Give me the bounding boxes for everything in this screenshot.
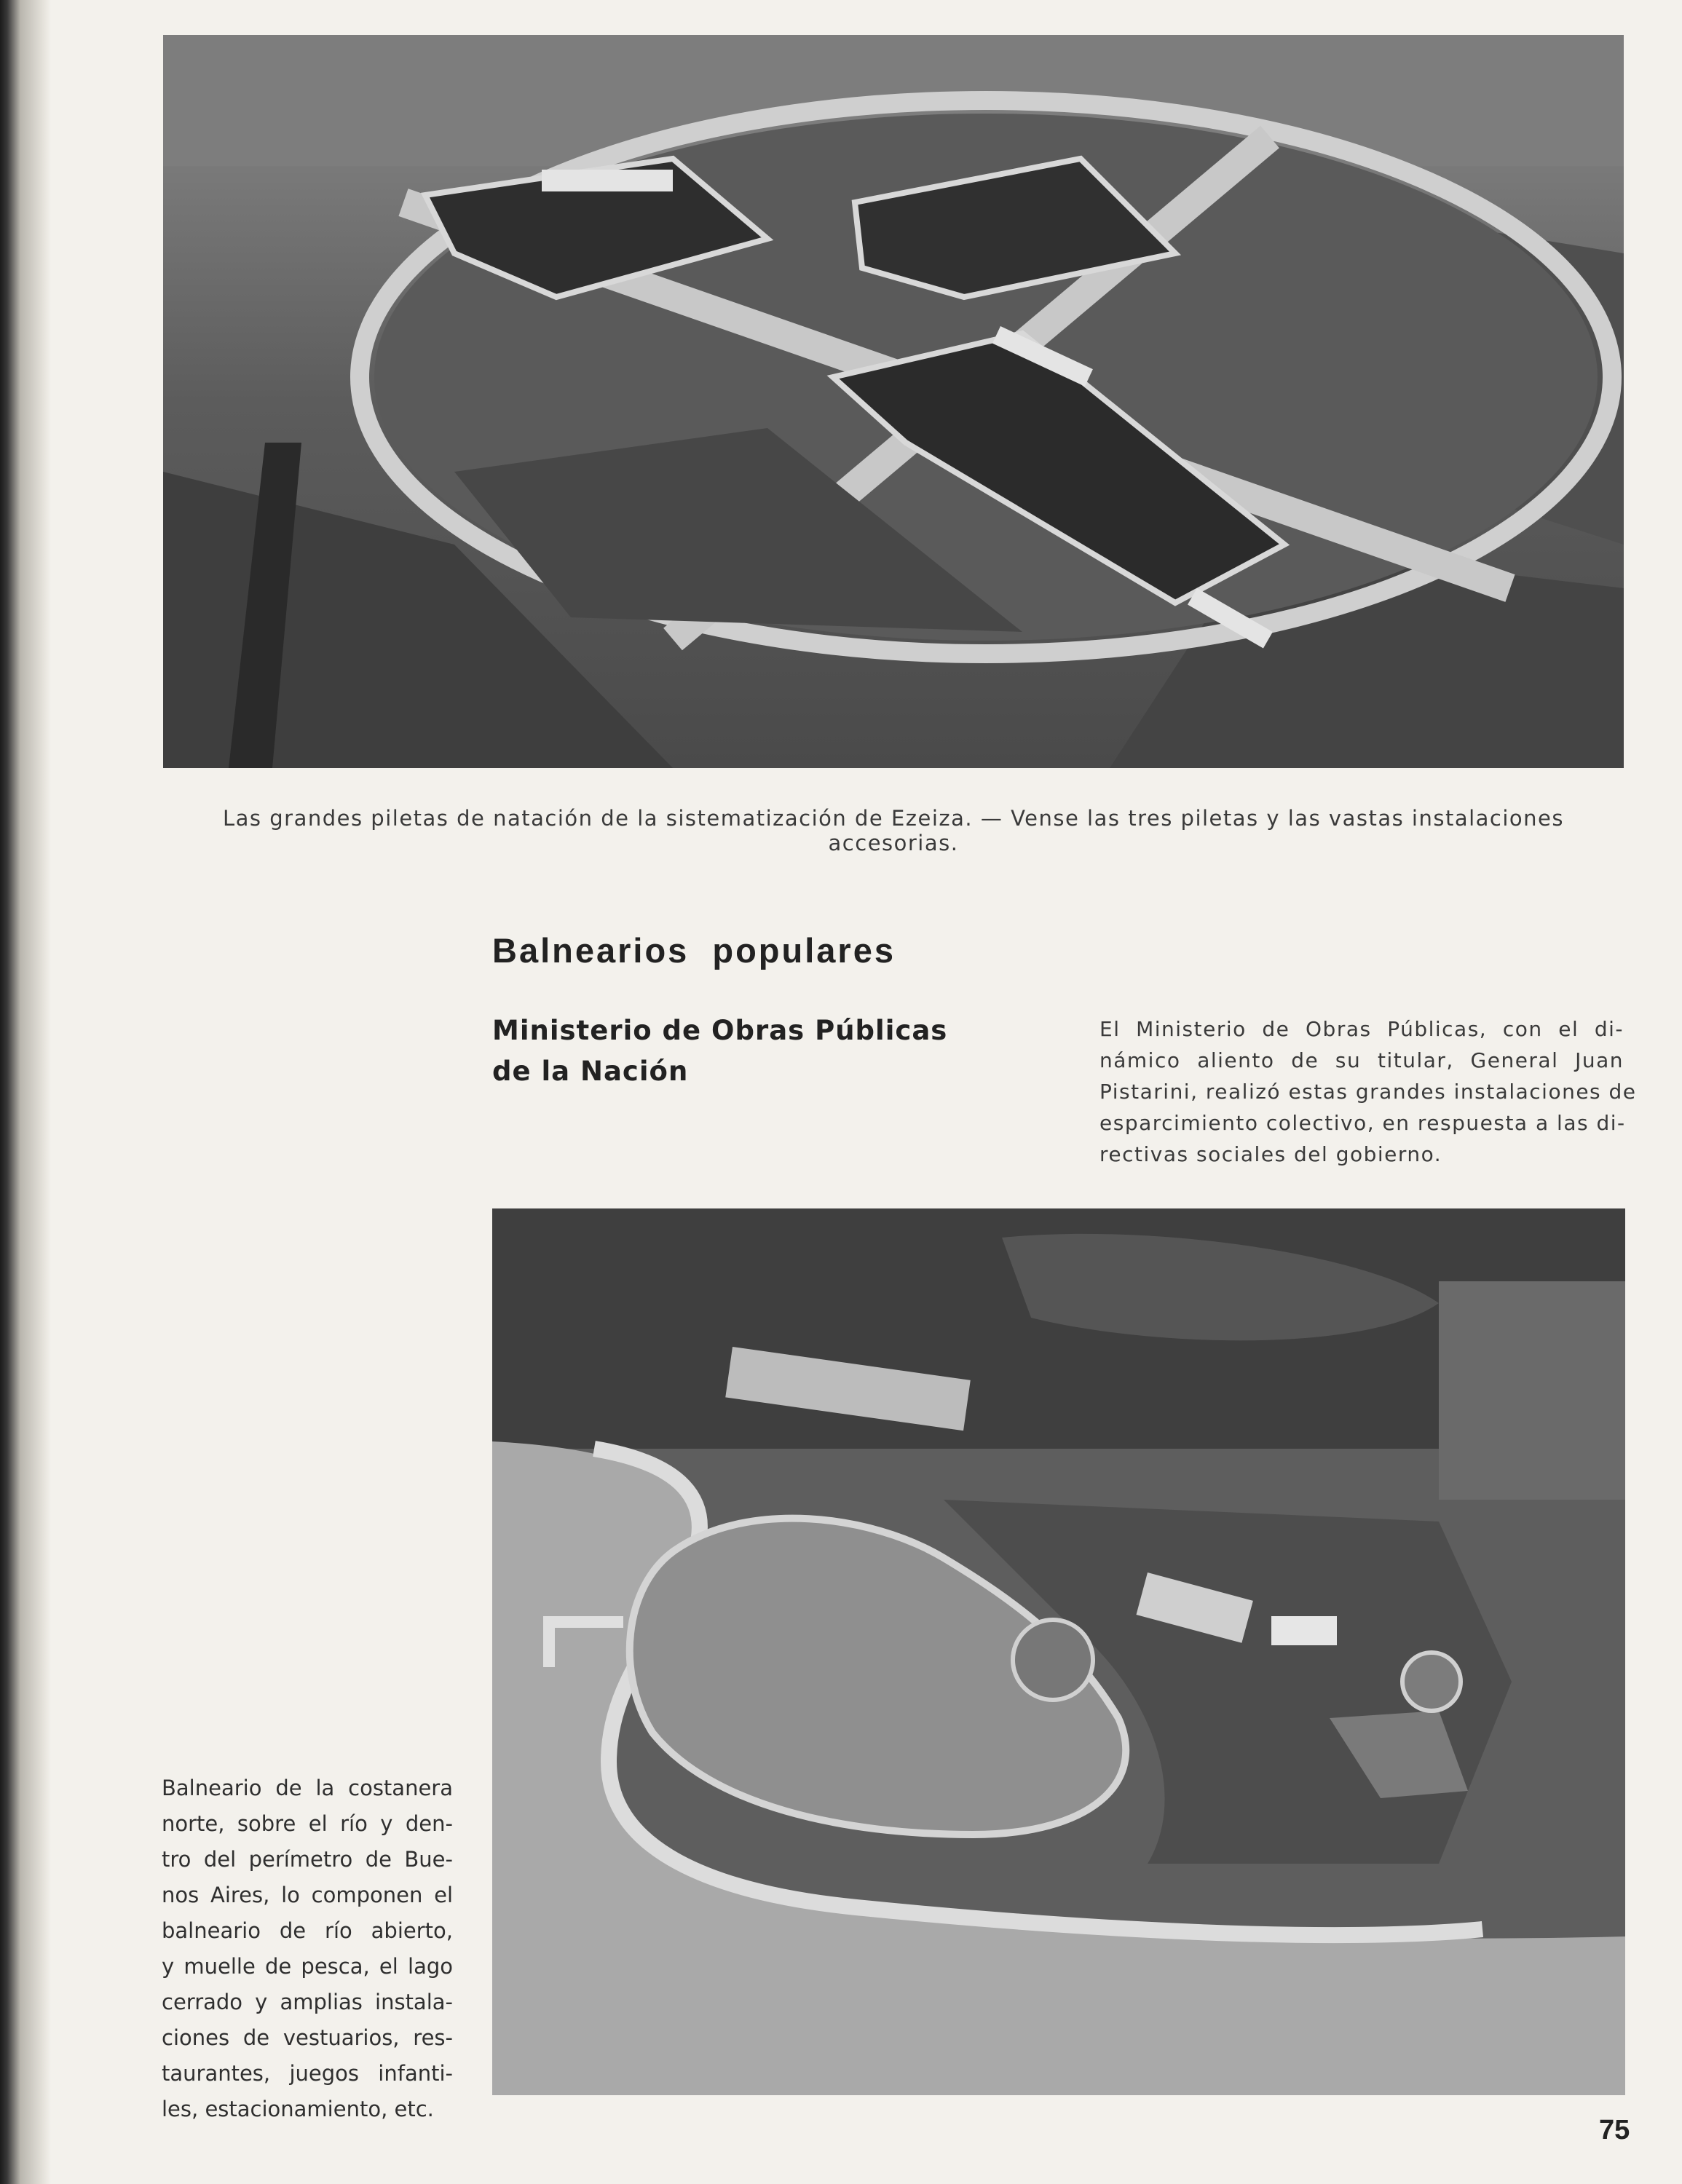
ministry-heading-line: Ministerio de Obras Públicas xyxy=(492,1015,948,1046)
intro-line: Pistarini, realizó estas grandes instalaciones de xyxy=(1099,1080,1637,1104)
ministry-heading-line: de la Nación xyxy=(492,1056,689,1087)
caption-line: tro del perímetro de Bue- xyxy=(162,1847,453,1872)
page-number: 75 xyxy=(1599,2115,1630,2145)
intro-line: esparcimiento colectivo, en respuesta a las di- xyxy=(1099,1111,1626,1135)
intro-paragraph xyxy=(1099,1013,1637,1170)
intro-line: námico aliento de su titular, General Juan xyxy=(1099,1048,1624,1072)
caption-line: taurantes, juegos infanti- xyxy=(162,2061,453,2086)
caption-line: nos Aires, lo componen el xyxy=(162,1883,453,1907)
ezeiza-pools-aerial-photo xyxy=(163,35,1624,768)
caption-line: ciones de vestuarios, res- xyxy=(162,2025,453,2050)
bottom-photo-caption xyxy=(162,1770,453,2127)
caption-line: norte, sobre el río y den- xyxy=(162,1811,453,1836)
section-title: Balnearios populares xyxy=(492,931,896,970)
caption-line: Balneario de la costanera xyxy=(162,1776,453,1800)
caption-line: y muelle de pesca, el lago xyxy=(162,1954,453,1979)
intro-line: rectivas sociales del gobierno. xyxy=(1099,1142,1442,1166)
top-photo-caption: Las grandes piletas de natación de la sistematización de Ezeiza. — Vense las tres piletas y las vastas instalaciones accesorias. xyxy=(222,806,1565,855)
caption-line: balneario de río abierto, xyxy=(162,1918,453,1943)
costanera-norte-aerial-photo xyxy=(492,1208,1625,2095)
ministry-heading xyxy=(492,1010,948,1092)
intro-line: El Ministerio de Obras Públicas, con el di- xyxy=(1099,1017,1624,1041)
caption-line: les, estacionamiento, etc. xyxy=(162,2097,434,2121)
page-binding-edge xyxy=(0,0,51,2184)
caption-line: cerrado y amplias instala- xyxy=(162,1990,453,2014)
